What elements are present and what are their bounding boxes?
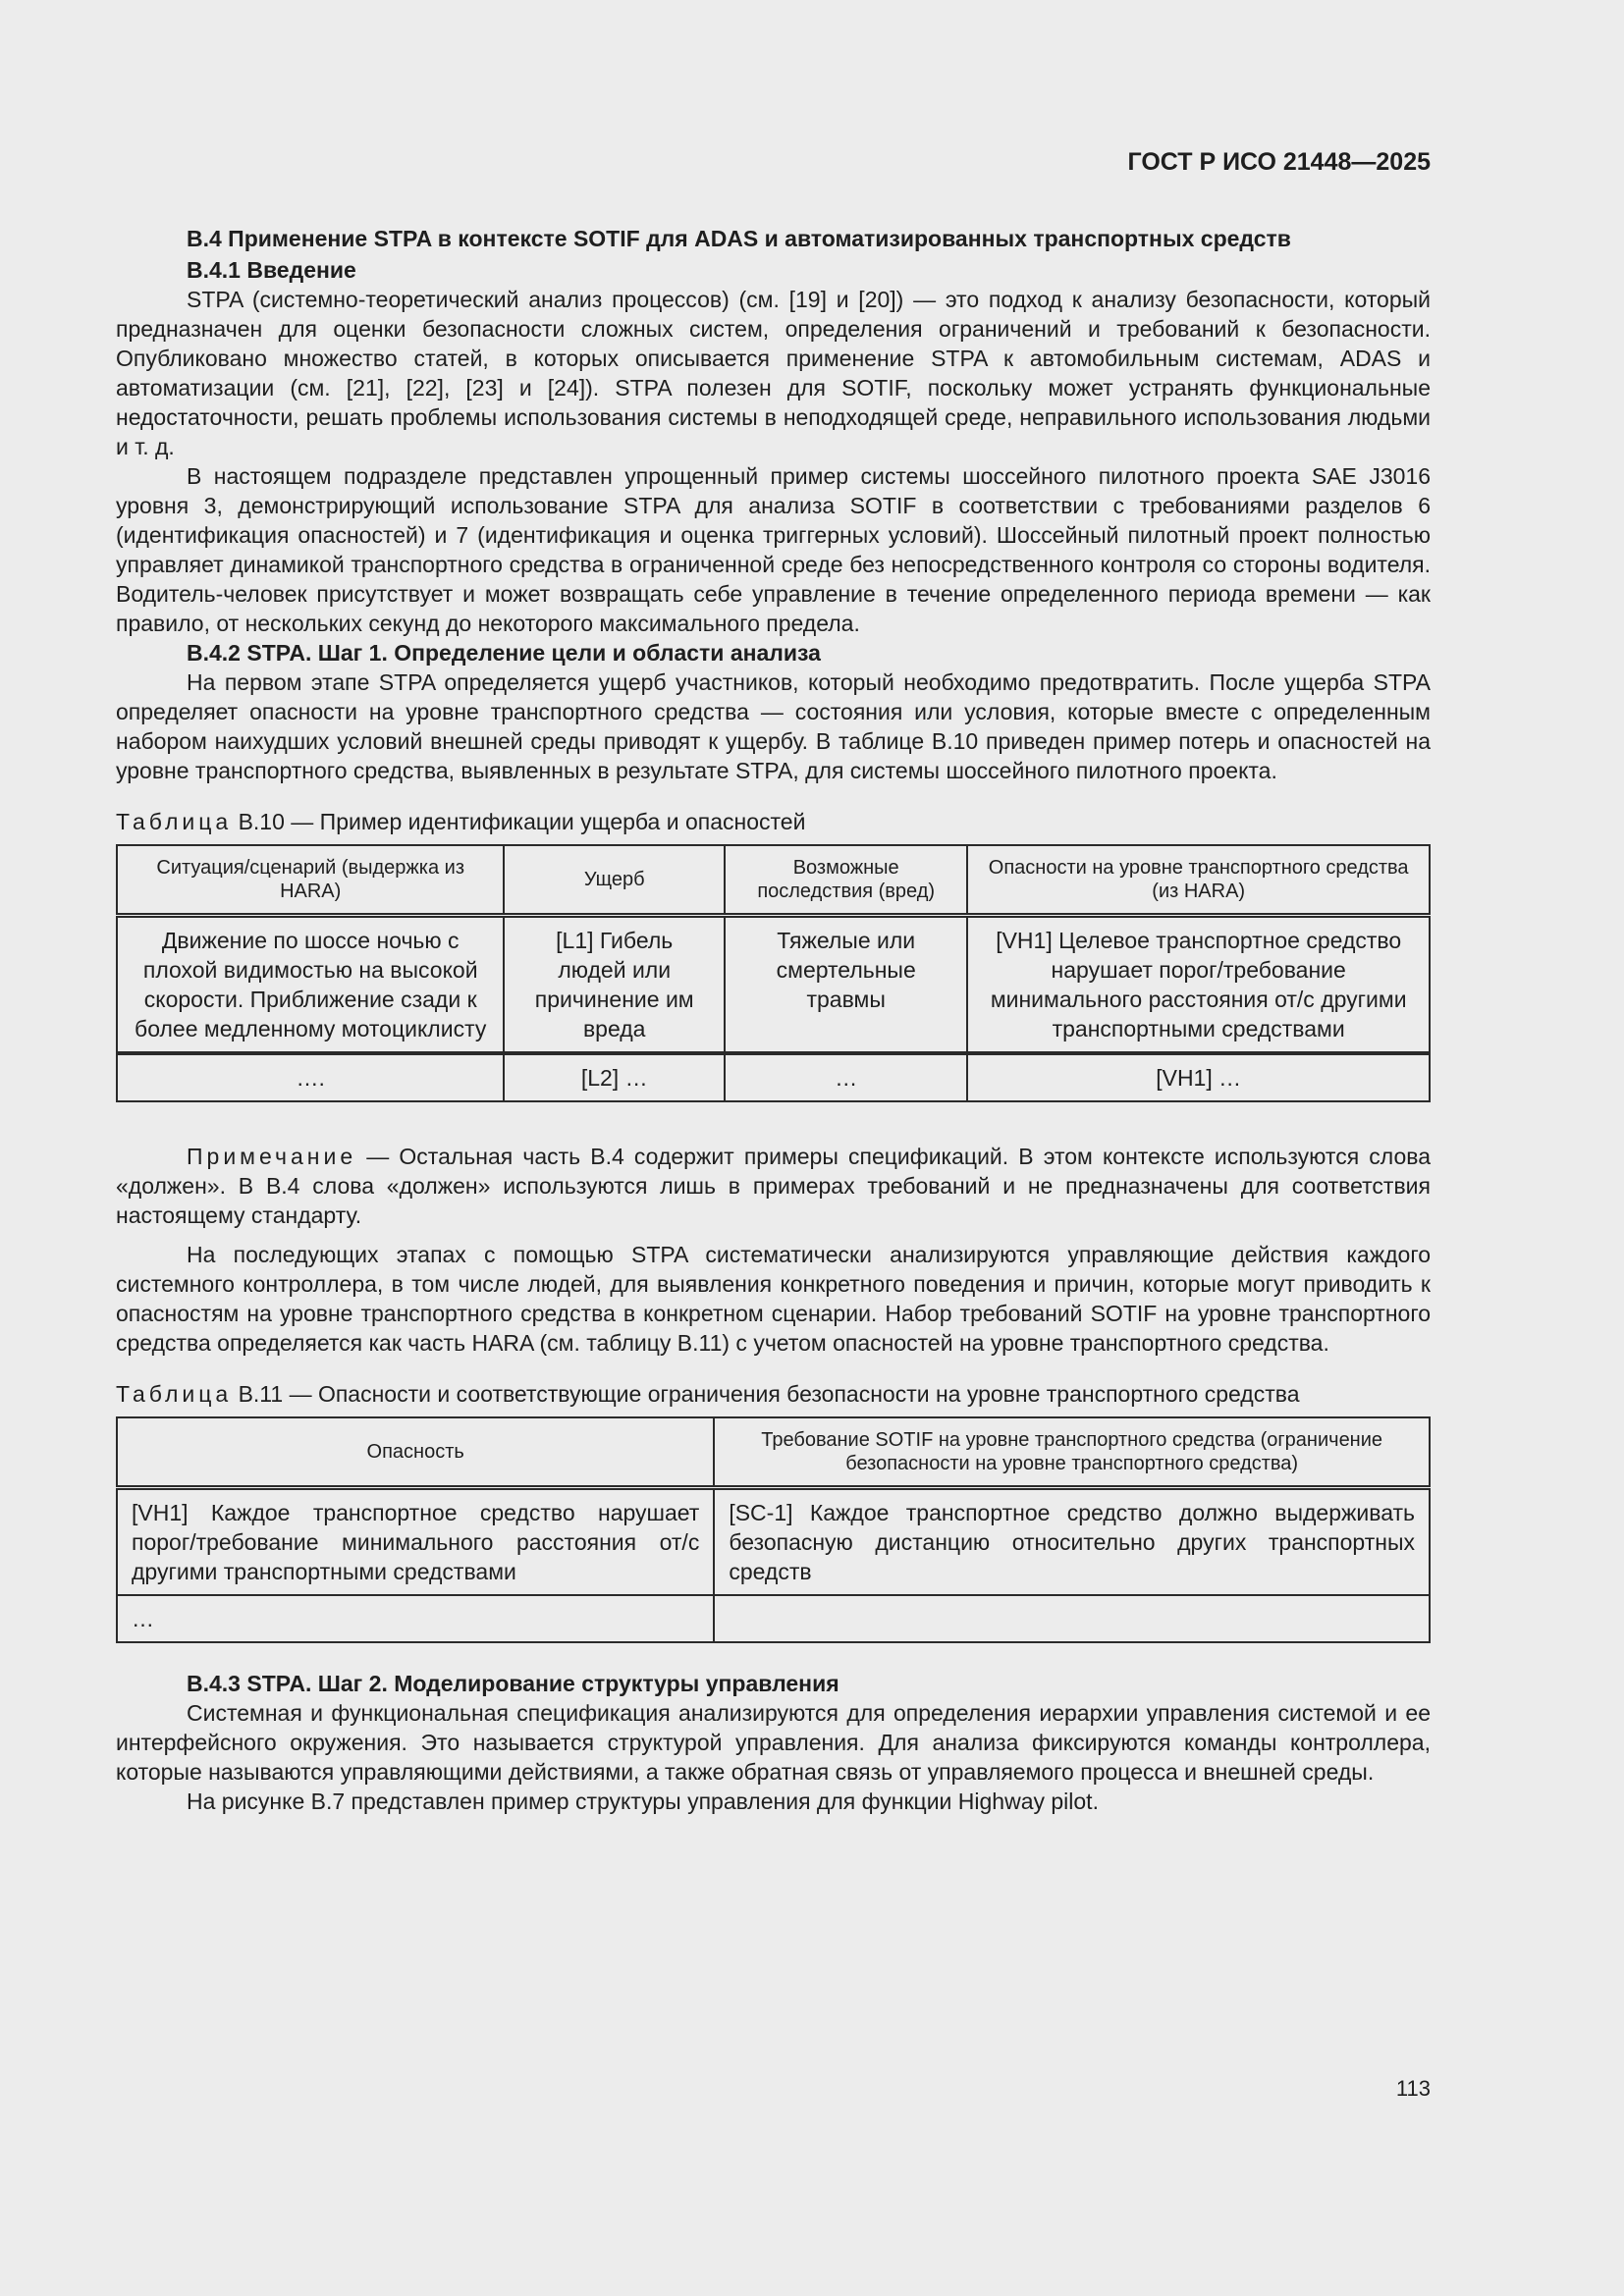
table-b10 <box>116 844 1431 1102</box>
document-id-header: ГОСТ Р ИСО 21448—2025 <box>1127 148 1431 176</box>
paragraph: Системная и функциональная спецификация анализируются для определения иерархии управления системой и ее интерфейсного окружения. Это называется структурой управления. Для анализа фиксируются команды контроллера, которые называются управляющими действиями, а также обратная связь от управляемого процесса и внешней среды. <box>116 1700 1431 1785</box>
table-cell <box>714 1595 1430 1642</box>
table-header-row <box>117 845 1430 916</box>
table-caption-label: Таблица <box>116 809 233 834</box>
section-b43-heading: B.4.3 STPA. Шаг 2. Моделирование структуры управления <box>187 1671 839 1696</box>
table-b10-caption <box>116 807 1431 836</box>
table-cell: Тяжелые или смертельные травмы <box>725 916 967 1054</box>
page-number: 113 <box>1395 2076 1431 2101</box>
table-b11 <box>116 1416 1431 1643</box>
table-cell: … <box>117 1595 714 1642</box>
section-b4-heading: B.4 Применение STPA в контексте SOTIF для ADAS и автоматизированных транспортных средств <box>187 226 1291 251</box>
table-row <box>117 1595 1430 1642</box>
paragraph: В настоящем подразделе представлен упрощенный пример системы шоссейного пилотного проекта SAE J3016 уровня 3, демонстрирующий использование STPA для анализа SOTIF в соответствии с требованиями разделов 6 (идентификация опасностей) и 7 (идентификация и оценка триггерных условий). Шоссейный пилотный проект полностью управляет динамикой транспортного средства в ограниченной среде без непосредственного контроля со стороны водителя. Водитель-человек присутствует и может возвращать себе управление в течение определенного периода времени — как правило, от нескольких секунд до некоторого максимального предела. <box>116 463 1431 636</box>
note-paragraph <box>116 1142 1431 1230</box>
table-cell: [L1] Гибель людей или причинение им вреда <box>504 916 725 1054</box>
table-cell: [SC-1] Каждое транспортное средство должно выдерживать безопасную дистанцию относительно других транспортных средств <box>714 1488 1430 1596</box>
column-header: Ущерб <box>504 845 725 916</box>
table-caption-label: Таблица <box>116 1381 233 1407</box>
table-cell: …. <box>117 1053 504 1101</box>
paragraph: На рисунке B.7 представлен пример структуры управления для функции Highway pilot. <box>187 1789 1099 1814</box>
column-header: Возможные последствия (вред) <box>725 845 967 916</box>
table-row <box>117 1053 1430 1101</box>
note-text: — Остальная часть B.4 содержит примеры спецификаций. В этом контексте используются слова «должен». В B.4 слова «должен» используются лишь в примерах требований и не предназначены для соответствия настоящему стандарту. <box>116 1144 1431 1228</box>
section-b41-heading: B.4.1 Введение <box>187 257 356 283</box>
table-cell: … <box>725 1053 967 1101</box>
column-header: Опасности на уровне транспортного средства (из HARA) <box>967 845 1430 916</box>
table-cell: Движение по шоссе ночью с плохой видимостью на высокой скорости. Приближение сзади к более медленному мотоциклисту <box>117 916 504 1054</box>
table-cell: [VH1] Целевое транспортное средство нарушает порог/требование минимального расстояния от/с другими транспортными средствами <box>967 916 1430 1054</box>
table-header-row <box>117 1417 1430 1488</box>
table-row <box>117 1488 1430 1596</box>
paragraph: На первом этапе STPA определяется ущерб участников, который необходимо предотвратить. После ущерба STPA определяет опасности на уровне транспортного средства — состояния или условия, которые вместе с определенным набором наихудших условий внешней среды приводят к ущербу. В таблице B.10 приведен пример потерь и опасностей на уровне транспортного средства, выявленных в результате STPA, для системы шоссейного пилотного проекта. <box>116 669 1431 783</box>
note-label: Примечание <box>187 1144 357 1169</box>
section-b42-heading: B.4.2 STPA. Шаг 1. Определение цели и области анализа <box>187 640 821 666</box>
table-cell: [L2] … <box>504 1053 725 1101</box>
page-content <box>116 224 1431 1816</box>
table-cell: [VH1] … <box>967 1053 1430 1101</box>
column-header: Требование SOTIF на уровне транспортного средства (ограничение безопасности на уровне транспортного средства) <box>714 1417 1430 1488</box>
column-header: Опасность <box>117 1417 714 1488</box>
table-cell: [VH1] Каждое транспортное средство нарушает порог/требование минимального расстояния от/с другими транспортными средствами <box>117 1488 714 1596</box>
table-caption-text: B.10 — Пример идентификации ущерба и опасностей <box>232 809 806 834</box>
table-row <box>117 916 1430 1054</box>
table-caption-text: B.11 — Опасности и соответствующие ограничения безопасности на уровне транспортного средства <box>232 1381 1300 1407</box>
paragraph: STPA (системно-теоретический анализ процессов) (см. [19] и [20]) — это подход к анализу безопасности, который предназначен для оценки безопасности сложных систем, определения ограничений и требований к безопасности. Опубликовано множество статей, в которых описывается применение STPA к автомобильным системам, ADAS и автоматизации (см. [21], [22], [23] и [24]). STPA полезен для SOTIF, поскольку может устранять функциональные недостаточности, решать проблемы использования системы в неподходящей среде, неправильного использования людьми и т. д. <box>116 287 1431 459</box>
table-b11-caption <box>116 1379 1431 1409</box>
column-header: Ситуация/сценарий (выдержка из HARA) <box>117 845 504 916</box>
paragraph: На последующих этапах с помощью STPA систематически анализируются управляющие действия каждого системного контроллера, в том числе людей, для выявления конкретного поведения и причин, которые могут приводить к опасностям на уровне транспортного средства в конкретном сценарии. Набор требований SOTIF на уровне транспортного средства определяется как часть HARA (см. таблицу B.11) с учетом опасностей на уровне транспортного средства. <box>116 1242 1431 1356</box>
